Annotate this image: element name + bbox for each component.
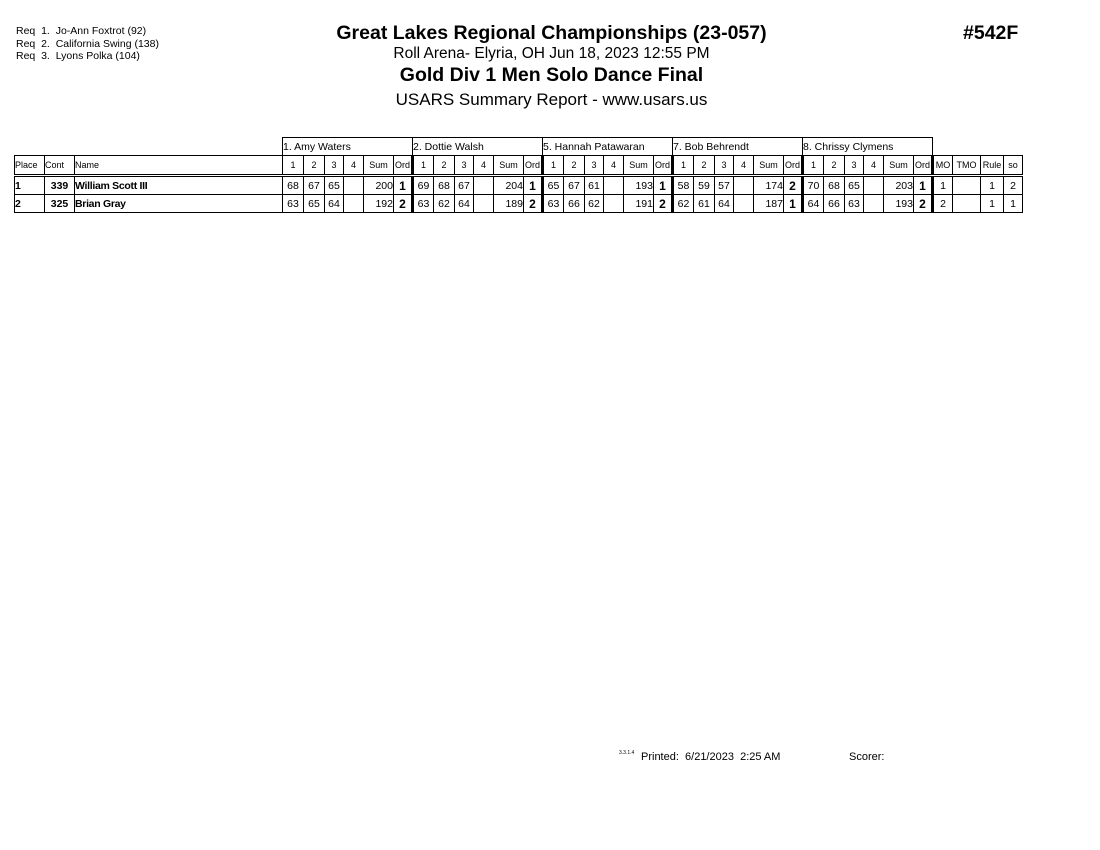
place-header: Place	[15, 156, 45, 176]
ord-header: Ord	[524, 156, 543, 176]
mark-cell	[344, 176, 364, 195]
ordinal-cell: 2	[524, 195, 543, 213]
mark-cell	[864, 195, 884, 213]
tmo-cell	[953, 195, 981, 213]
name-header: Name	[75, 156, 283, 176]
mark-cell: 65	[325, 176, 344, 195]
mark-header: 3	[325, 156, 344, 176]
table-row	[15, 176, 1023, 195]
judge-name: 2. Dottie Walsh	[413, 138, 543, 156]
mark-cell	[604, 195, 624, 213]
mark-cell: 66	[564, 195, 585, 213]
mark-cell: 63	[283, 195, 304, 213]
cont-header: Cont	[45, 156, 75, 176]
ord-header: Ord	[784, 156, 803, 176]
judge-name: 8. Chrissy Clymens	[803, 138, 933, 156]
mark-header: 2	[434, 156, 455, 176]
sum-header: Sum	[884, 156, 914, 176]
mark-cell: 63	[543, 195, 564, 213]
mark-cell: 64	[325, 195, 344, 213]
report-title: USARS Summary Report - www.usars.us	[395, 90, 708, 109]
version-mark: 3.3.1.4	[619, 750, 635, 756]
mark-cell: 65	[304, 195, 325, 213]
mark-header: 1	[283, 156, 304, 176]
sum-cell: 193	[884, 195, 914, 213]
mo-cell: 1	[933, 176, 953, 195]
mark-header: 4	[604, 156, 624, 176]
tmo-header: TMO	[953, 156, 981, 176]
so-cell: 1	[1004, 195, 1023, 213]
ordinal-cell: 1	[654, 176, 673, 195]
mark-cell: 62	[585, 195, 604, 213]
mark-cell: 68	[283, 176, 304, 195]
ord-header: Ord	[914, 156, 933, 176]
rule-header: Rule	[981, 156, 1004, 176]
mo-cell: 2	[933, 195, 953, 213]
tmo-cell	[953, 176, 981, 195]
table-row	[15, 195, 1023, 213]
mark-cell: 66	[824, 195, 845, 213]
contestant-number: 339	[45, 176, 75, 195]
mark-header: 4	[474, 156, 494, 176]
sum-cell: 191	[624, 195, 654, 213]
judge-name: 5. Hannah Patawaran	[543, 138, 673, 156]
event-number: #542F	[963, 22, 1019, 44]
ordinal-cell: 2	[914, 195, 933, 213]
printed-timestamp: Printed: 6/21/2023 2:25 AM	[641, 751, 781, 763]
sum-cell: 204	[494, 176, 524, 195]
rule-cell: 1	[981, 176, 1004, 195]
mark-header: 3	[715, 156, 734, 176]
mark-cell	[604, 176, 624, 195]
sum-cell: 192	[364, 195, 394, 213]
competition-title: Great Lakes Regional Championships (23-057)	[336, 22, 767, 44]
mark-cell	[474, 195, 494, 213]
mark-cell: 64	[803, 195, 824, 213]
contestant-number: 325	[45, 195, 75, 213]
mark-cell: 67	[304, 176, 325, 195]
ordinal-cell: 1	[524, 176, 543, 195]
mark-header: 1	[413, 156, 434, 176]
mark-cell: 61	[694, 195, 715, 213]
so-header: so	[1004, 156, 1023, 176]
ord-header: Ord	[654, 156, 673, 176]
sum-header: Sum	[364, 156, 394, 176]
requirement-item: Req 2. California Swing (138)	[16, 37, 159, 50]
mark-cell: 63	[845, 195, 864, 213]
rule-cell: 1	[981, 195, 1004, 213]
judge-name: 1. Amy Waters	[283, 138, 413, 156]
mark-cell: 69	[413, 176, 434, 195]
mark-cell	[734, 195, 754, 213]
requirement-item: Req 1. Jo-Ann Foxtrot (92)	[16, 25, 147, 37]
ordinal-cell: 1	[784, 195, 803, 213]
mark-header: 2	[694, 156, 715, 176]
mark-cell	[474, 176, 494, 195]
mark-cell: 65	[543, 176, 564, 195]
mark-cell: 59	[694, 176, 715, 195]
mark-header: 4	[864, 156, 884, 176]
event-name: Gold Div 1 Men Solo Dance Final	[399, 64, 704, 86]
mo-header: MO	[933, 156, 953, 176]
mark-header: 3	[585, 156, 604, 176]
sum-cell: 193	[624, 176, 654, 195]
ordinal-cell: 2	[654, 195, 673, 213]
skater-name: Brian Gray	[75, 195, 283, 213]
judge-name: 7. Bob Behrendt	[673, 138, 803, 156]
ordinal-cell: 1	[394, 176, 413, 195]
ordinal-cell: 2	[394, 195, 413, 213]
mark-cell: 57	[715, 176, 734, 195]
venue-datetime: Roll Arena- Elyria, OH Jun 18, 2023 12:55 PM	[393, 45, 710, 62]
mark-cell: 63	[413, 195, 434, 213]
mark-cell: 70	[803, 176, 824, 195]
requirement-item: Req 3. Lyons Polka (104)	[16, 50, 140, 63]
mark-cell	[344, 195, 364, 213]
mark-cell: 61	[585, 176, 604, 195]
mark-cell: 67	[455, 176, 474, 195]
judges-row	[15, 138, 1023, 156]
mark-cell: 67	[564, 176, 585, 195]
mark-cell: 64	[715, 195, 734, 213]
mark-cell: 62	[673, 195, 694, 213]
mark-cell	[864, 176, 884, 195]
sum-cell: 174	[754, 176, 784, 195]
mark-header: 1	[803, 156, 824, 176]
mark-header: 4	[344, 156, 364, 176]
mark-cell	[734, 176, 754, 195]
column-header-row	[15, 156, 1023, 176]
ordinal-cell: 2	[784, 176, 803, 195]
mark-cell: 68	[434, 176, 455, 195]
sum-cell: 189	[494, 195, 524, 213]
mark-cell: 62	[434, 195, 455, 213]
mark-header: 3	[455, 156, 474, 176]
scorer-label: Scorer:	[849, 751, 885, 763]
sum-cell: 200	[364, 176, 394, 195]
place-cell: 1	[15, 176, 45, 195]
mark-header: 2	[304, 156, 325, 176]
mark-header: 2	[564, 156, 585, 176]
mark-cell: 68	[824, 176, 845, 195]
sum-header: Sum	[754, 156, 784, 176]
mark-header: 3	[845, 156, 864, 176]
mark-cell: 58	[673, 176, 694, 195]
mark-header: 2	[824, 156, 845, 176]
skater-name: William Scott III	[75, 176, 283, 195]
mark-header: 4	[734, 156, 754, 176]
sum-cell: 187	[754, 195, 784, 213]
sum-cell: 203	[884, 176, 914, 195]
ord-header: Ord	[394, 156, 413, 176]
mark-header: 1	[673, 156, 694, 176]
so-cell: 2	[1004, 176, 1023, 195]
sum-header: Sum	[494, 156, 524, 176]
mark-cell: 64	[455, 195, 474, 213]
results-table	[14, 137, 1023, 213]
sum-header: Sum	[624, 156, 654, 176]
mark-cell: 65	[845, 176, 864, 195]
ordinal-cell: 1	[914, 176, 933, 195]
mark-header: 1	[543, 156, 564, 176]
place-cell: 2	[15, 195, 45, 213]
